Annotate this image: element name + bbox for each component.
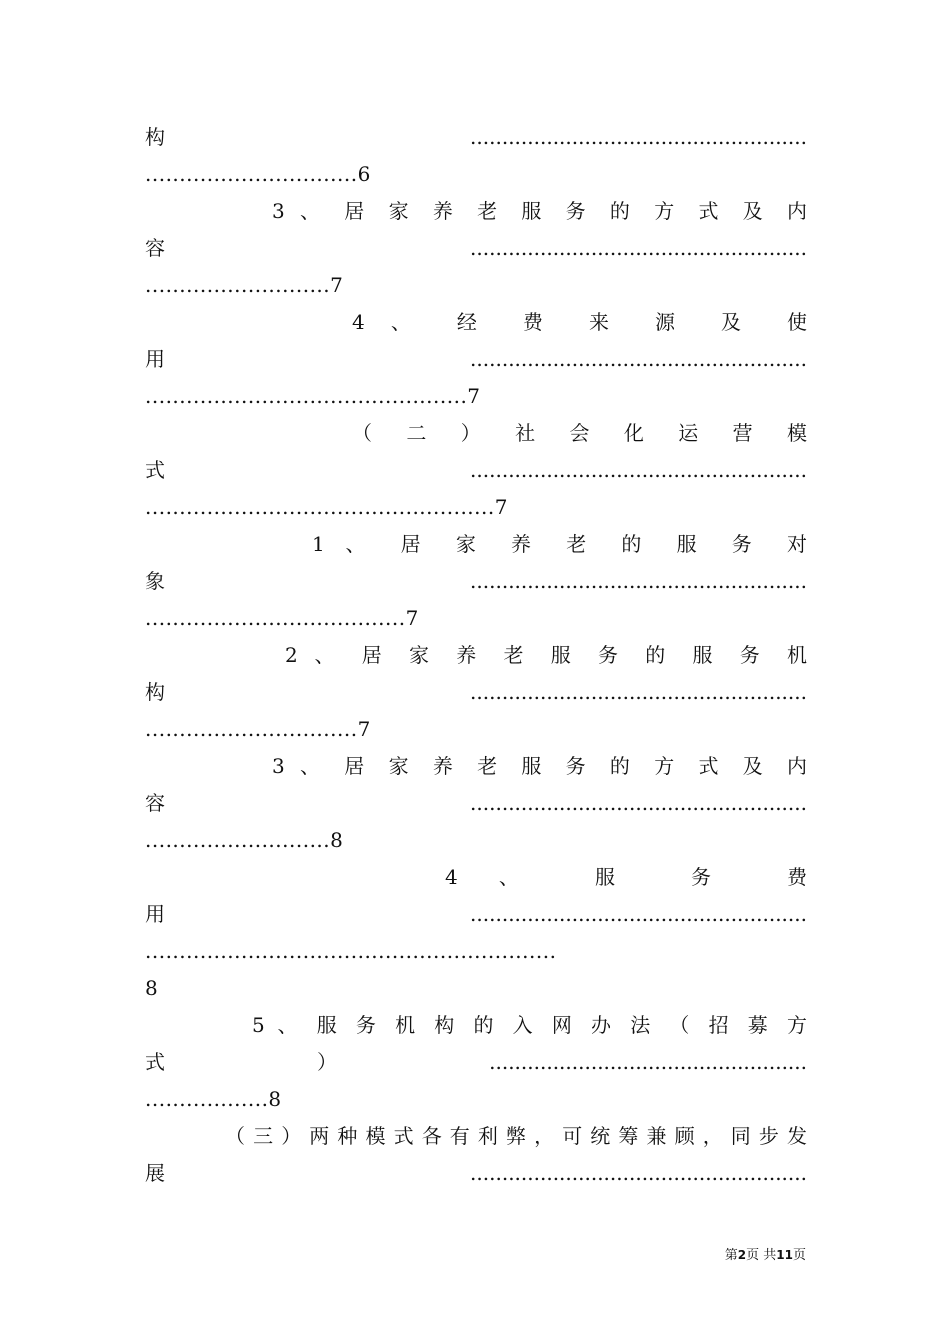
toc-line: 容..................................................... — [145, 791, 807, 815]
toc-line: 式..................................................... — [145, 458, 807, 482]
toc-line: 构..................................................... — [145, 125, 807, 149]
footer-prefix: 第 — [724, 1248, 738, 1263]
footer-page-number: 2 — [737, 1248, 747, 1262]
toc-line: 用..................................................... — [145, 347, 807, 371]
toc-line: ...........................8 — [145, 828, 344, 852]
toc-entry: 3 、 居 家 养 老 服 务 的 方 式 及 内 — [272, 754, 807, 778]
toc-line: ...........................7 — [145, 273, 344, 297]
toc-line: ...............................7 — [145, 717, 371, 741]
toc-line: 式）.................................................. — [145, 1050, 807, 1074]
footer-middle: 页 共 — [746, 1248, 777, 1263]
toc-entry: 4 、 经 费 来 源 及 使 — [352, 310, 807, 334]
toc-entry: （三）两种模式各有利弊，可统筹兼顾，同步发 — [225, 1124, 807, 1148]
toc-entry: 2 、 居 家 养 老 服 务 的 服 务 机 — [285, 643, 807, 667]
toc-entry: 5 、 服 务 机 构 的 入 网 办 法 （ 招 募 方 — [252, 1013, 807, 1037]
toc-line: 象..................................................... — [145, 569, 807, 593]
toc-line: 用..................................................... — [145, 902, 807, 926]
toc-line: 展..................................................... — [145, 1161, 807, 1185]
footer-total-pages: 11 — [776, 1248, 793, 1262]
toc-line: 构..................................................... — [145, 680, 807, 704]
footer-suffix: 页 — [792, 1248, 806, 1263]
toc-entry: 4 、 服 务 费 — [445, 865, 807, 889]
toc-entry: （ 二 ） 社 会 化 运 营 模 — [352, 421, 807, 445]
toc-line: ..................8 — [145, 1087, 282, 1111]
toc-entry: 3 、 居 家 养 老 服 务 的 方 式 及 内 — [272, 199, 807, 223]
toc-line: ...................................................7 — [145, 495, 508, 519]
toc-line: ............................................................ — [145, 939, 557, 963]
page-footer — [600, 1246, 806, 1265]
toc-line: ......................................7 — [145, 606, 419, 630]
toc-line: ...............................6 — [145, 162, 371, 186]
toc-line: ...............................................7 — [145, 384, 481, 408]
toc-line: 容..................................................... — [145, 236, 807, 260]
toc-entry: 1 、 居 家 养 老 的 服 务 对 — [312, 532, 807, 556]
toc-line: 8 — [145, 976, 159, 1000]
